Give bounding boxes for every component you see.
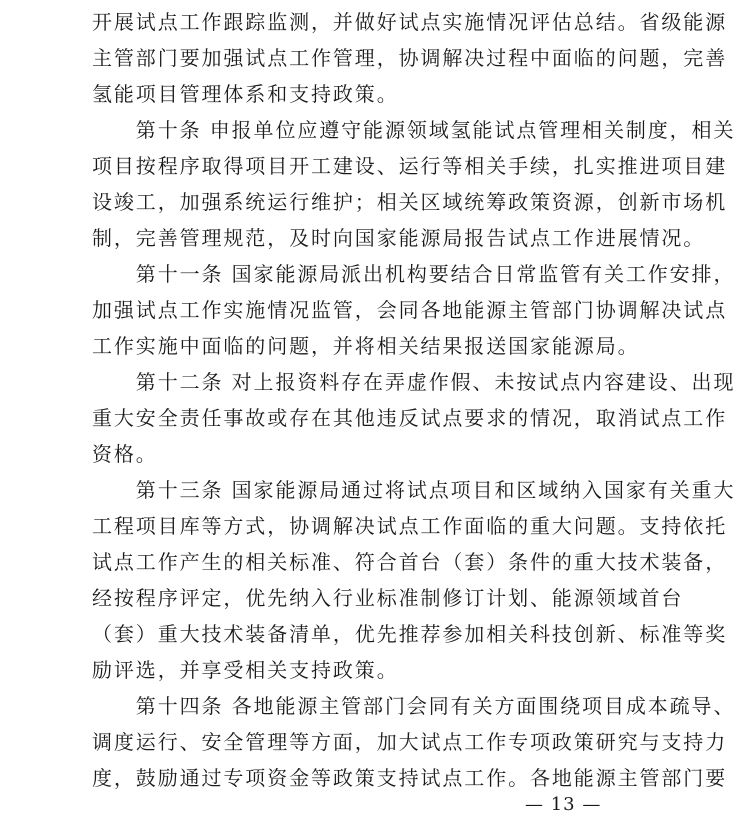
text-line: 第十三条 国家能源局通过将试点项目和区域纳入国家有关重大 xyxy=(92,478,735,502)
text-line: 励评选，并享受相关支持政策。 xyxy=(92,658,399,682)
text-line: 主管部门要加强试点工作管理，协调解决过程中面临的问题，完善 xyxy=(92,46,728,70)
text-line: 调度运行、安全管理等方面，加大试点工作专项政策研究与支持力 xyxy=(92,730,728,754)
text-line: 第十一条 国家能源局派出机构要结合日常监管有关工作安排， xyxy=(92,262,735,286)
text-line: 设竣工，加强系统运行维护；相关区域统筹政策资源，创新市场机 xyxy=(92,190,728,214)
text-line: 第十二条 对上报资料存在弄虚作假、未按试点内容建设、出现 xyxy=(92,370,735,394)
text-line: 资格。 xyxy=(92,442,158,466)
text-line: 试点工作产生的相关标准、符合首台（套）条件的重大技术装备， xyxy=(92,550,728,574)
text-line: 工作实施中面临的问题，并将相关结果报送国家能源局。 xyxy=(92,334,640,358)
text-line: 制，完善管理规范，及时向国家能源局报告试点工作进展情况。 xyxy=(92,226,706,250)
text-line: （套）重大技术装备清单，优先推荐参加相关科技创新、标准等奖 xyxy=(92,622,728,646)
text-line: 重大安全责任事故或存在其他违反试点要求的情况，取消试点工作 xyxy=(92,406,728,430)
page-number: — 13 — xyxy=(525,794,602,815)
text-line: 度，鼓励通过专项资金等政策支持试点工作。各地能源主管部门要 xyxy=(92,766,728,790)
text-line: 开展试点工作跟踪监测，并做好试点实施情况评估总结。省级能源 xyxy=(92,10,728,34)
text-line: 加强试点工作实施情况监管，会同各地能源主管部门协调解决试点 xyxy=(92,298,728,322)
text-line: 项目按程序取得项目开工建设、运行等相关手续，扎实推进项目建 xyxy=(92,154,728,178)
text-line: 第十条 申报单位应遵守能源领域氢能试点管理相关制度，相关 xyxy=(92,118,735,142)
text-line: 经按程序评定，优先纳入行业标准制修订计划、能源领域首台 xyxy=(92,586,684,610)
text-line: 工程项目库等方式，协调解决试点工作面临的重大问题。支持依托 xyxy=(92,514,728,538)
text-line: 氢能项目管理体系和支持政策。 xyxy=(92,82,399,106)
text-line: 第十四条 各地能源主管部门会同有关方面围绕项目成本疏导、 xyxy=(92,694,735,718)
